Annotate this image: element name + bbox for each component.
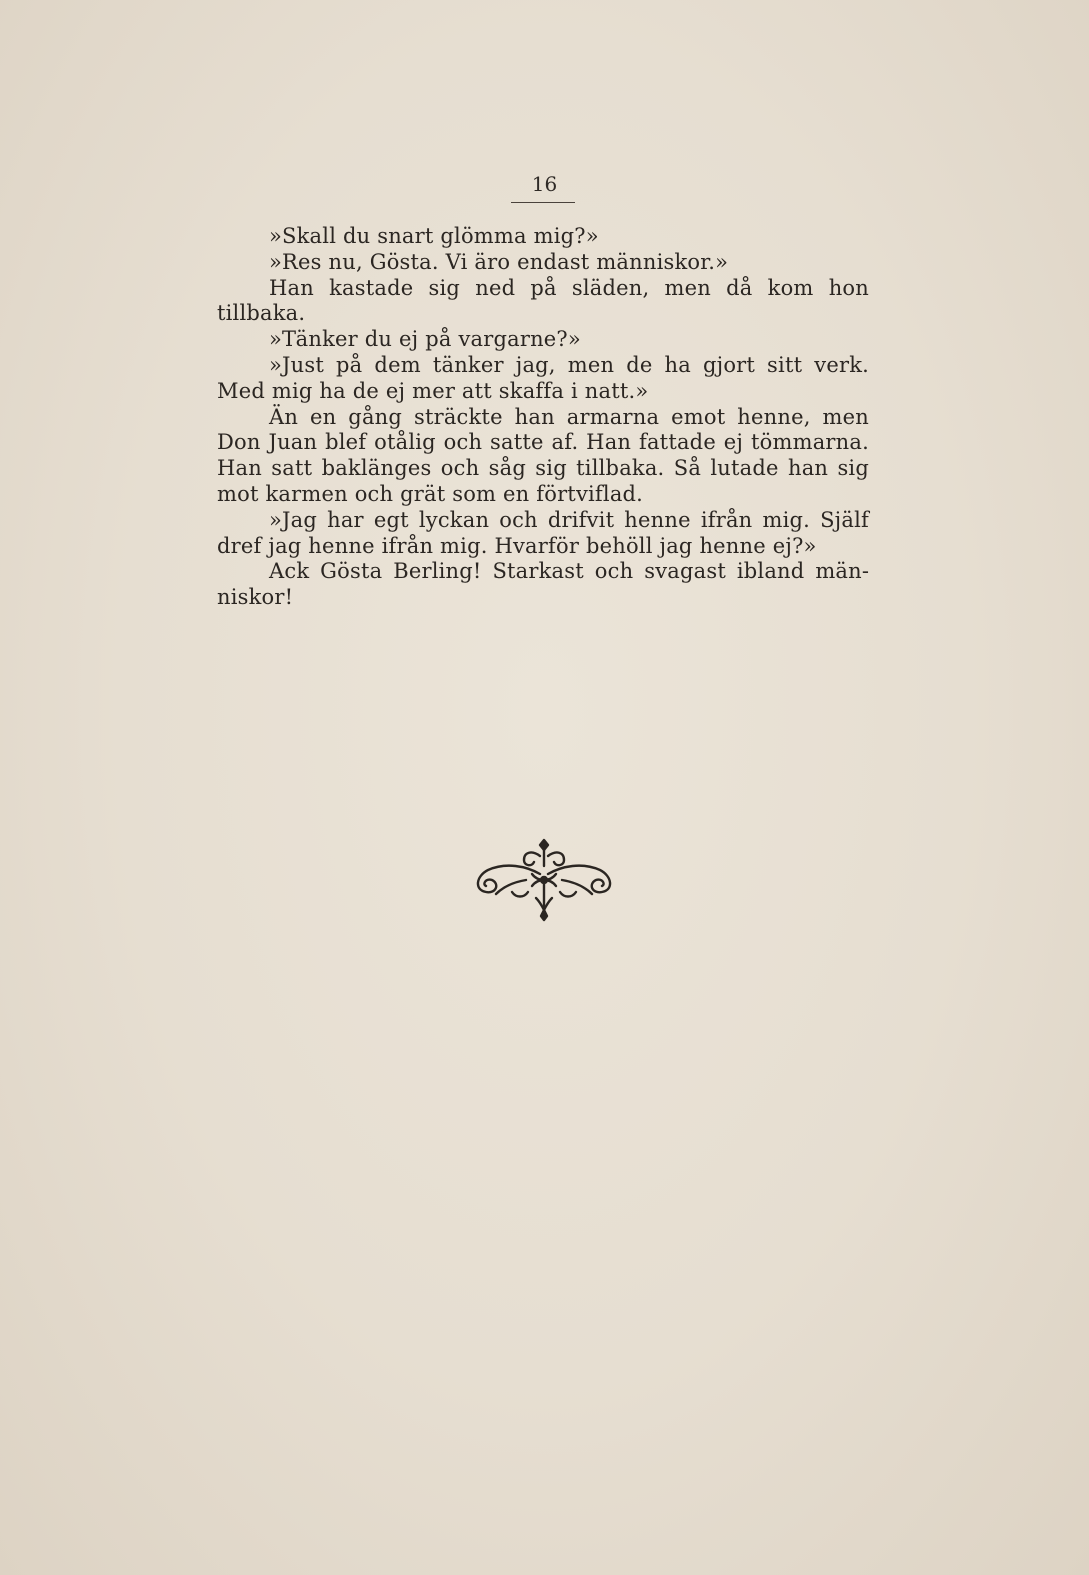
page-number: 16 (531, 172, 558, 196)
paragraph: Än en gång sträckte han armarna emot henne, men Don Juan blef otålig och satte af. Han fattade ej tömmarna. Han satt baklänges och såg sig tillbaka. Så lutade han sig mot karmen och grät som en förtviflad. (217, 404, 869, 506)
paragraph: Han kastade sig ned på släden, men då kom hon tillbaka. (217, 275, 869, 326)
paragraph: Ack Gösta Berling! Starkast och svagast ibland människor! (217, 559, 869, 610)
paragraph: »Skall du snart glömma mig?» (269, 224, 599, 248)
paragraph: »Res nu, Gösta. Vi äro endast människor.» (269, 249, 729, 274)
body-text (217, 224, 869, 611)
paragraph: »Just på dem tänker jag, men de ha gjort sitt verk. Med mig ha de ej mer att skaffa i natt.» (217, 352, 869, 403)
floral-tailpiece-ornament-icon (466, 836, 622, 922)
paragraph: »Jag har egt lyckan och drifvit henne ifrån mig. Själf dref jag henne ifrån mig. Hvarför behöll jag henne ej?» (217, 507, 869, 558)
paragraph: »Tänker du ej på vargarne?» (269, 327, 581, 352)
page-number-rule (511, 202, 575, 203)
